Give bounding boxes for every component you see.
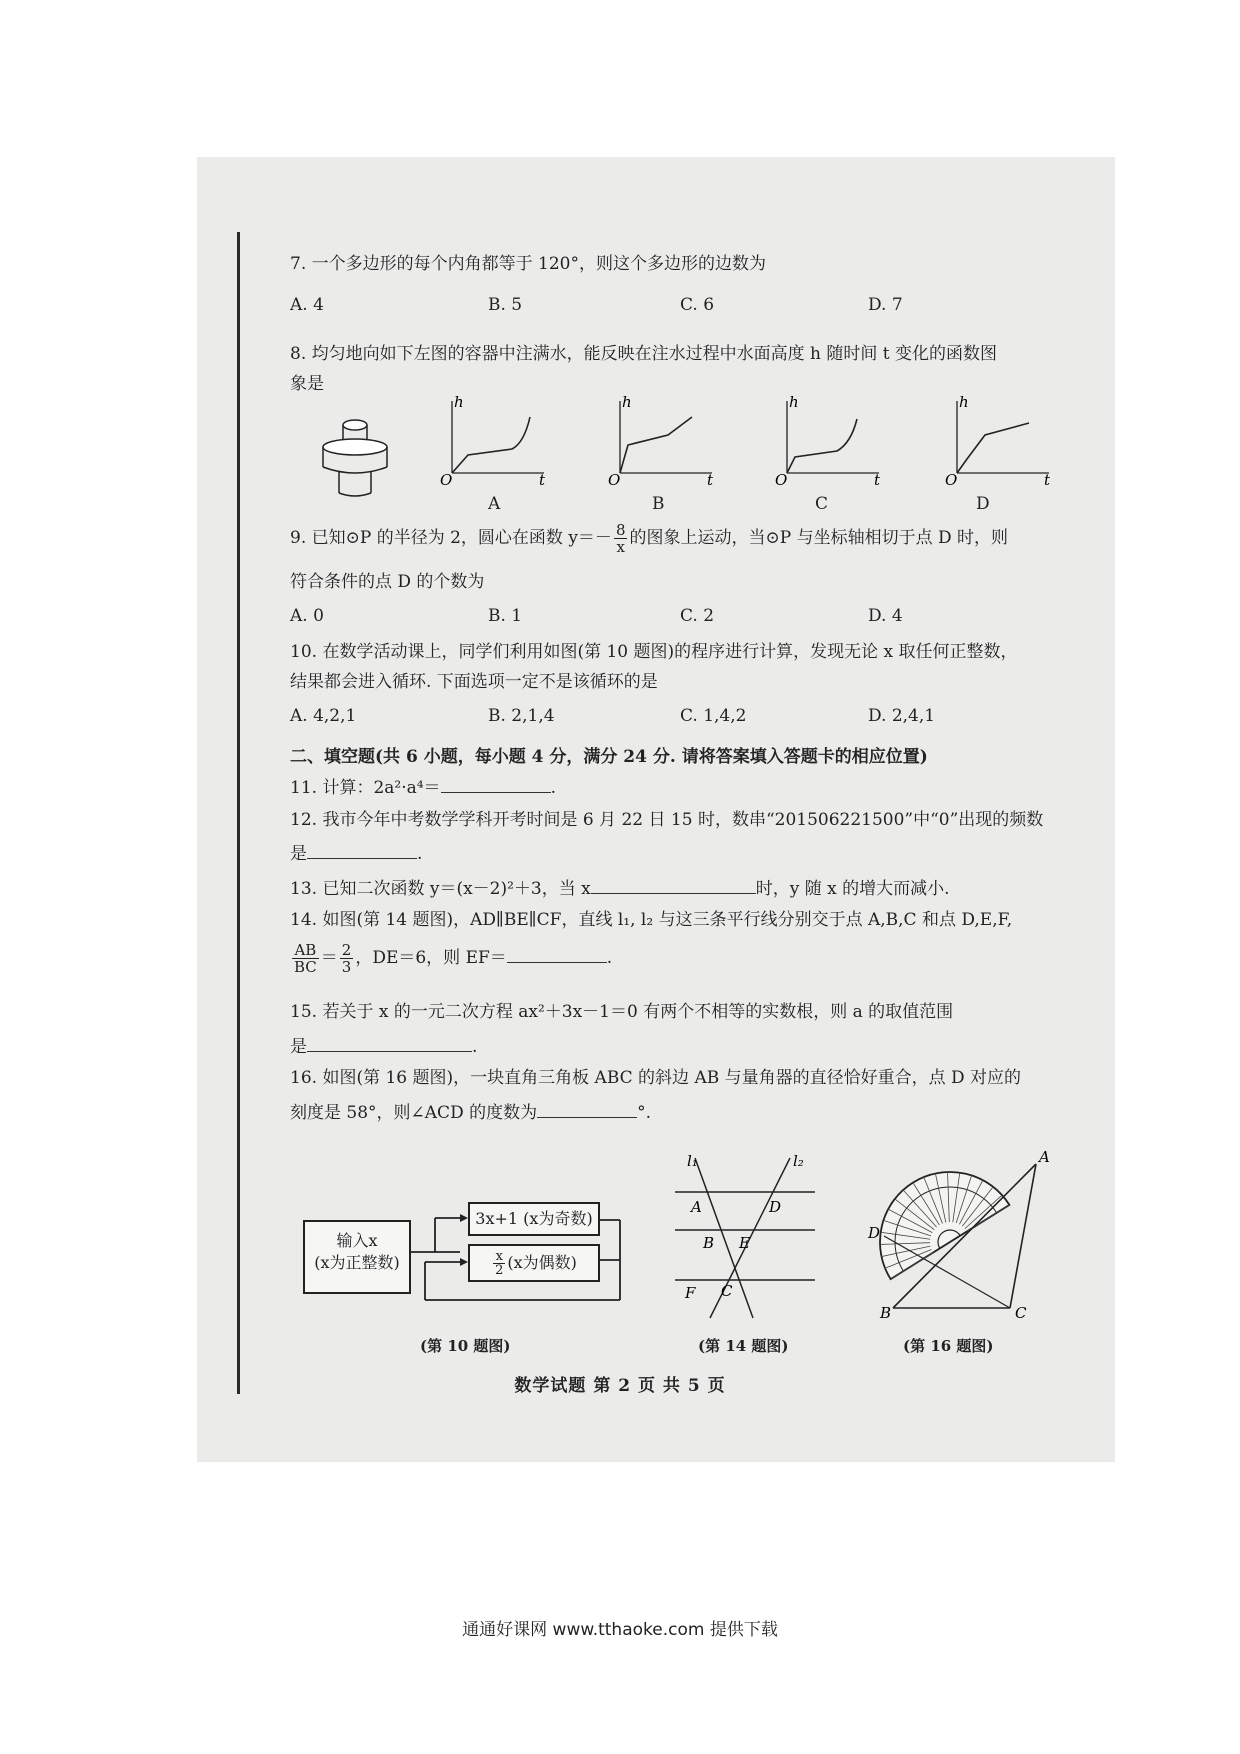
graph-a-label: A xyxy=(488,494,501,514)
q9-option-a: A. 0 xyxy=(290,606,324,626)
flow-even-box xyxy=(468,1244,600,1282)
question-13 xyxy=(290,875,950,901)
graph-a-t-label: t xyxy=(539,471,546,485)
question-10: 10. 在数学活动课上，同学们利用如图(第 10 题图)的程序进行计算，发现无论 x 取任何正整数， xyxy=(290,642,1018,662)
q7-option-c: C. 6 xyxy=(680,295,715,315)
graph-d-h-label: h xyxy=(959,395,969,411)
q9-pre: 9. 已知⊙P 的半径为 2，圆心在函数 y＝－ xyxy=(290,528,612,548)
question-7: 7. 一个多边形的每个内角都等于 120°，则这个多边形的边数为 xyxy=(290,254,766,274)
q9-num: 8 xyxy=(615,521,626,539)
q9-post: 的图象上运动，当⊙P 与坐标轴相切于点 D 时，则 xyxy=(629,528,1009,548)
q13-pre: 13. 已知二次函数 y＝(x－2)²＋3，当 x xyxy=(290,879,591,899)
q15-answer-blank xyxy=(307,1033,472,1052)
fig16-point-c: C xyxy=(1015,1304,1027,1322)
flow-input-label: 输入x xyxy=(336,1231,378,1250)
graph-d xyxy=(945,395,1055,485)
graph-c xyxy=(775,395,885,485)
q14-den2: 3 xyxy=(341,958,352,976)
q10-option-b: B. 2,1,4 xyxy=(488,706,555,726)
q13-answer-blank xyxy=(591,875,756,894)
question-10-cont: 结果都会进入循环. 下面选项一定不是该循环的是 xyxy=(290,672,658,692)
q7-option-a: A. 4 xyxy=(290,295,324,315)
question-15: 15. 若关于 x 的一元二次方程 ax²＋3x－1＝0 有两个不相等的实数根，则 a 的取值范围 xyxy=(290,1002,954,1022)
graph-b-origin: O xyxy=(608,471,621,485)
section-2-heading: 二、填空题(共 6 小题，每小题 4 分，满分 24 分. 请将答案填入答题卡的相应位置) xyxy=(290,747,928,767)
graph-a-h-label: h xyxy=(454,395,464,411)
graph-b xyxy=(608,395,718,485)
q9-option-c: C. 2 xyxy=(680,606,715,626)
fig16-point-b: B xyxy=(880,1304,892,1322)
q14-num: AB xyxy=(292,942,319,959)
graph-b-label: B xyxy=(652,494,665,514)
q10-option-d: D. 2,4,1 xyxy=(868,706,936,726)
q14-eq: ＝ xyxy=(320,948,338,968)
fig14-point-c: C xyxy=(721,1282,733,1300)
figure-14-caption: (第 14 题图) xyxy=(698,1337,789,1355)
graph-d-label: D xyxy=(976,494,990,514)
q15-text2: 是 xyxy=(290,1037,307,1057)
question-8: 8. 均匀地向如下左图的容器中注满水，能反映在注水过程中水面高度 h 随时间 t 变化的函数图 xyxy=(290,344,998,364)
q16-text2: 刻度是 58°，则∠ACD 的度数为 xyxy=(290,1103,538,1123)
fig14-point-e: E xyxy=(739,1234,750,1252)
fig14-point-a: A xyxy=(691,1198,702,1216)
graph-a xyxy=(440,395,550,485)
q7-option-b: B. 5 xyxy=(488,295,523,315)
q7-option-d: D. 7 xyxy=(868,295,903,315)
fig16-point-a: A xyxy=(1039,1148,1050,1166)
q9-option-d: D. 4 xyxy=(868,606,903,626)
graph-b-t-label: t xyxy=(707,471,714,485)
q9-fraction xyxy=(614,522,628,555)
question-15-cont: 是 . xyxy=(290,1033,477,1059)
fig14-point-b: B xyxy=(703,1234,715,1252)
q10-option-c: C. 1,4,2 xyxy=(680,706,747,726)
q14-post: ，DE＝6，则 EF＝ xyxy=(355,948,507,968)
fig16-point-d: D xyxy=(868,1224,881,1242)
question-14-cont: $\frac{AB}{BC}$ ＝ $\frac{2}{3}$ ，DE＝6，则 EF＝ . xyxy=(294,941,613,976)
flow-even-den: 2 xyxy=(495,1263,504,1278)
question-12: 12. 我市今年中考数学学科开考时间是 6 月 22 日 15 时，数串“201506221500”中“0”出现的频数 xyxy=(290,810,1044,830)
q16-post: °. xyxy=(637,1103,652,1123)
graph-c-origin: O xyxy=(775,471,788,485)
q14-fraction-2-3 xyxy=(340,942,354,975)
q14-num2: 2 xyxy=(341,941,352,959)
q13-post: 时，y 随 x 的增大而减小. xyxy=(755,879,950,899)
margin-line xyxy=(237,232,240,1394)
site-credit: 通通好课网 www.tthaoke.com 提供下载 xyxy=(462,1620,778,1640)
fig14-l2: l₂ xyxy=(793,1152,804,1170)
question-8-cont: 象是 xyxy=(290,374,324,394)
flow-even-num: x xyxy=(493,1250,505,1264)
page-footer: 数学试题 第 2 页 共 5 页 xyxy=(514,1376,726,1396)
q9-den: x xyxy=(616,538,625,556)
graph-c-t-label: t xyxy=(874,471,881,485)
q16-answer-blank xyxy=(537,1099,637,1118)
q11-answer-blank xyxy=(441,774,551,793)
flow-input-condition: (x为正整数) xyxy=(314,1253,400,1272)
question-11: 11. 计算：2a²·a⁴＝ . xyxy=(290,774,556,800)
graph-b-h-label: h xyxy=(622,395,632,411)
flow-even-fraction xyxy=(493,1250,505,1277)
figure-16-caption: (第 16 题图) xyxy=(903,1337,994,1355)
question-12-cont: 是 . xyxy=(290,840,422,866)
graph-c-h-label: h xyxy=(789,395,799,411)
fig14-point-f: F xyxy=(685,1284,696,1302)
question-14: 14. 如图(第 14 题图)，AD∥BE∥CF，直线 l₁, l₂ 与这三条平行线分别交于点 A,B,C 和点 D,E,F, xyxy=(290,910,1013,930)
question-9 xyxy=(290,522,1008,555)
q14-fraction-ab-bc xyxy=(292,942,319,975)
figure-14 xyxy=(665,1150,825,1325)
flow-odd-box: 3x+1 (x为奇数) xyxy=(468,1202,600,1236)
graph-d-origin: O xyxy=(945,471,958,485)
figure-16 xyxy=(858,1140,1058,1330)
graph-d-t-label: t xyxy=(1044,471,1051,485)
q10-option-a: A. 4,2,1 xyxy=(290,706,357,726)
container-figure xyxy=(305,395,405,505)
q12-text2: 是 xyxy=(290,844,307,864)
q14-answer-blank xyxy=(507,944,607,963)
flow-even-condition: (x为偶数) xyxy=(507,1253,577,1272)
question-16: 16. 如图(第 16 题图)，一块直角三角板 ABC 的斜边 AB 与量角器的直径恰好重合，点 D 对应的 xyxy=(290,1068,1022,1088)
q12-answer-blank xyxy=(307,840,417,859)
q14-den: BC xyxy=(294,958,317,976)
fig14-point-d: D xyxy=(769,1198,782,1216)
q9-option-b: B. 1 xyxy=(488,606,523,626)
question-9-cont: 符合条件的点 D 的个数为 xyxy=(290,572,485,592)
q11-text: 11. 计算：2a²·a⁴＝ xyxy=(290,778,441,798)
flow-input-box xyxy=(303,1220,411,1294)
figure-10-caption: (第 10 题图) xyxy=(420,1337,511,1355)
graph-c-label: C xyxy=(815,494,829,514)
fig14-l1: l₁ xyxy=(687,1152,698,1170)
graph-a-origin: O xyxy=(440,471,453,485)
question-16-cont xyxy=(290,1099,651,1125)
